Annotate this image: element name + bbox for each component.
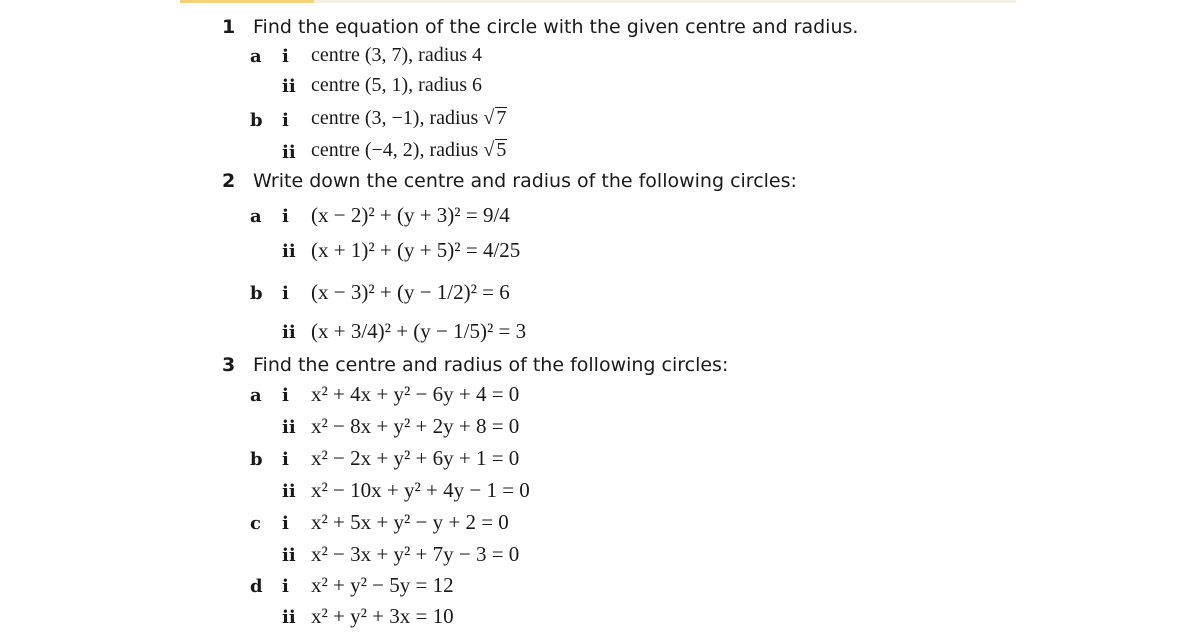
equation: x² + 4x + y² − 6y + 4 = 0 — [311, 382, 520, 406]
subpart-label: i — [282, 283, 289, 304]
part-label: b — [250, 110, 263, 131]
part-label: c — [250, 513, 261, 534]
equation: x² − 3x + y² + 7y − 3 = 0 — [311, 542, 520, 566]
equation: x² − 8x + y² + 2y + 8 = 0 — [311, 414, 520, 438]
question-item — [311, 107, 507, 130]
radicand: 7 — [496, 107, 507, 129]
equation: x² + y² + 3x = 10 — [311, 604, 454, 628]
question-text: Write down the centre and radius of the following circles: — [253, 170, 797, 192]
subpart-label: i — [282, 449, 289, 470]
subpart-label: ii — [282, 607, 296, 628]
question-number: 1 — [222, 16, 236, 38]
top-divider — [180, 0, 1016, 3]
subpart-label: ii — [282, 241, 296, 262]
subpart-label: ii — [282, 417, 296, 438]
equation: x² + y² − 5y = 12 — [311, 573, 454, 597]
part-label: b — [250, 283, 263, 304]
subpart-label: ii — [282, 481, 296, 502]
question-text: Find the centre and radius of the following circles: — [253, 354, 729, 376]
top-accent — [180, 0, 314, 3]
question-item: centre (5, 1), radius 6 — [311, 74, 483, 96]
equation: (x − 2)² + (y + 3)² = 9/4 — [311, 203, 510, 227]
item-text: centre (3, −1), radius √ — [311, 107, 495, 129]
question-number: 3 — [222, 354, 236, 376]
radicand: 5 — [496, 139, 507, 161]
subpart-label: i — [282, 46, 289, 67]
question-number: 2 — [222, 170, 236, 192]
part-label: a — [250, 206, 262, 227]
equation: (x + 1)² + (y + 5)² = 4/25 — [311, 238, 521, 262]
equation: x² + 5x + y² − y + 2 = 0 — [311, 510, 509, 534]
subpart-label: i — [282, 576, 289, 597]
subpart-label: ii — [282, 142, 296, 163]
equation: x² − 2x + y² + 6y + 1 = 0 — [311, 446, 520, 470]
subpart-label: i — [282, 110, 289, 131]
subpart-label: ii — [282, 545, 296, 566]
question-item — [311, 139, 507, 162]
subpart-label: ii — [282, 76, 296, 97]
subpart-label: i — [282, 206, 289, 227]
question-item: centre (3, 7), radius 4 — [311, 44, 483, 66]
subpart-label: i — [282, 385, 289, 406]
part-label: a — [250, 46, 262, 67]
subpart-label: i — [282, 513, 289, 534]
equation: (x + 3/4)² + (y − 1/5)² = 3 — [311, 319, 527, 343]
part-label: b — [250, 449, 263, 470]
question-text: Find the equation of the circle with the given centre and radius. — [253, 16, 859, 38]
equation: (x − 3)² + (y − 1/2)² = 6 — [311, 280, 510, 304]
part-label: d — [250, 576, 263, 597]
equation: x² − 10x + y² + 4y − 1 = 0 — [311, 478, 530, 502]
item-text: centre (−4, 2), radius √ — [311, 139, 495, 161]
part-label: a — [250, 385, 262, 406]
subpart-label: ii — [282, 322, 296, 343]
